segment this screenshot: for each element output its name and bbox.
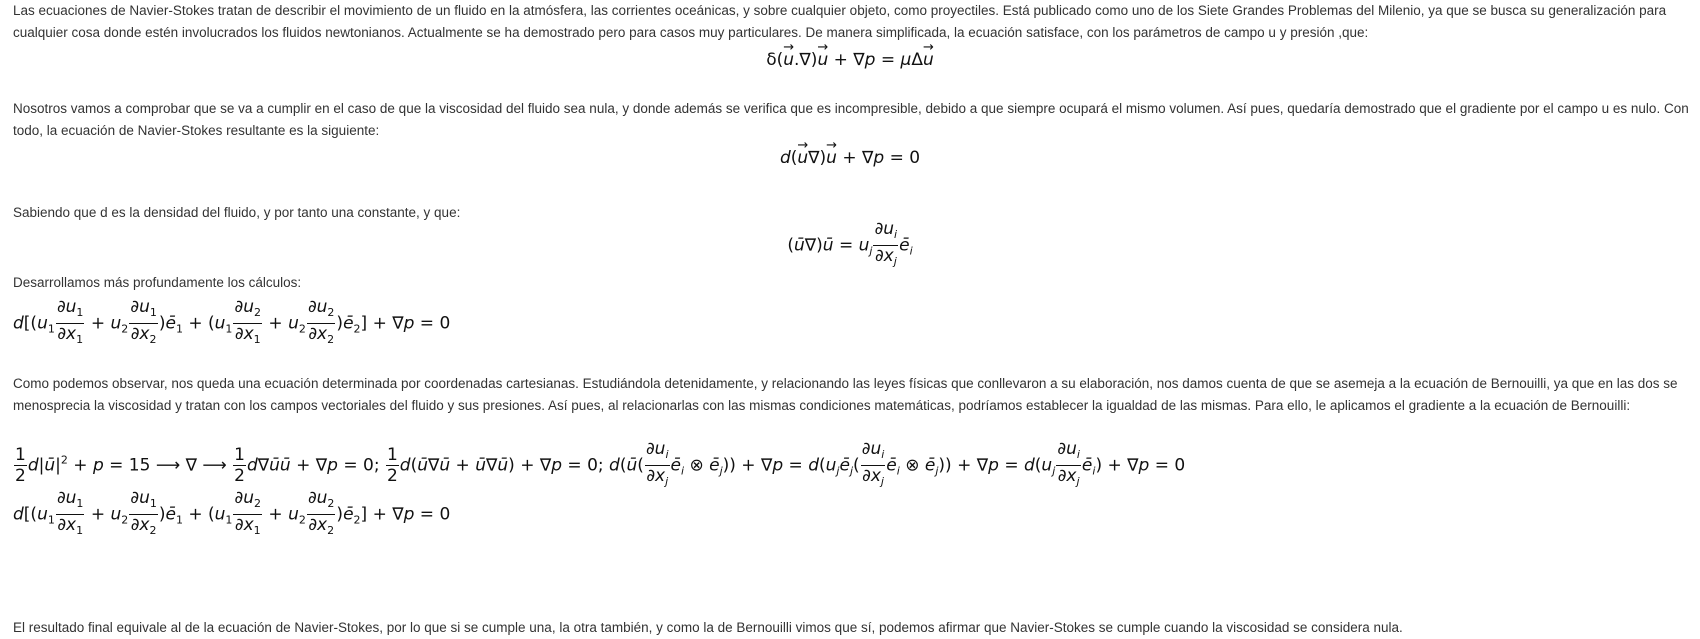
expanded-equation-repeat: $d[(u_1$ $\frac{\partial u_1}{\partial x_1}$ + $u_2$ $\frac{\partial u_1}{\partial x_2}$ )$ē_1 + (u_1$ $\frac{\partial u_2}{\partial x_1}$ + $u_2$ $\frac{\partial u_2}{\partial x_2}$ )$ē_2] + \nabla p = 0$	[13, 488, 451, 537]
bernouilli-paragraph: Como podemos observar, nos queda una ecuación determinada por coordenadas cartesianas. Estudiándola detenidamente, y relacionando las leyes físicas que conllevaron a su elaboración, nos damos cuenta de que se asemeja a la ecuación de Bernouilli, ya que en las dos se menosprecia la viscosidad y tratan con los campos vectoriales del fluido y sus presiones. Así pues, al relacionarlas con las mismas condiciones matemáticas, podríamos establecer la igualdad de las mismas. Para ello, le aplicamos el gradiente a la ecuación de Bernouilli:	[13, 376, 1678, 413]
inviscid-equation: d(→ u∇)→ u + ∇p = 0	[0, 147, 1700, 169]
expanded-equation: $d[(u_1$ $\frac{\partial u_1}{\partial x_1}$ + $u_2$ $\frac{\partial u_1}{\partial x_2}$ )$ē_1 + (u_1$ $\frac{\partial u_2}{\partial x_1}$ + $u_2$ $\frac{\partial u_2}{\partial x_2}$ )$ē_2] + \nabla p = 0$	[13, 297, 451, 346]
bernouilli-gradient-equation: $\frac{1}{2}$ $d|ū|^2 + p = 15$ ⟶ ∇ ⟶ $\frac{1}{2}$ d∇ūū + ∇p = 0; $\frac{1}{2}$ d(ū∇ū + ū∇ū) + ∇p = 0; d(ū( $\frac{\partial u_i}{\partial x_j}$ $ē_i$ ⊗ $ē_j)) + \nabla p$ = $d(u_jē_j$( $\frac{\partial u_i}{\partial x_j}$ $ē_i$ ⊗ $ē_j)) + \nabla p = d(u_j$ $\frac{\partial u_i}{\partial x_j}$ $ē_i) + \nabla p = 0$	[15, 439, 1186, 488]
density-paragraph: Sabiendo que d es la densidad del fluido, y por tanto una constante, y que:	[13, 205, 461, 220]
navier-stokes-equation: δ(→ u.∇)→ u + ∇p = μΔ→ u	[0, 49, 1700, 71]
development-paragraph: Desarrollamos más profundamente los cálculos:	[13, 275, 302, 290]
convective-term-equation: (ū∇)ū = $u_j$ $\frac{\partial u_i}{\partial x_j}$ $ē_i$	[787, 219, 913, 268]
intro-paragraph: Las ecuaciones de Navier-Stokes tratan de describir el movimiento de un fluido en la atmósfera, las corrientes oceánicas, y sobre cualquier objeto, como proyectiles. Está publicado como uno de los Siete Grandes Problemas del Milenio, ya que se busca su generalización para cualquier cosa donde estén involucrados los fluidos newtonianos. Actualmente se ha demostrado pero para casos muy particulares. De manera simplificada, la ecuación satisface, con los parámetros de campo u y presión ,que:	[13, 3, 1667, 40]
conclusion-paragraph: El resultado final equivale al de la ecuación de Navier-Stokes, por lo que si se cumple una, la otra también, y como la de Bernouilli vimos que sí, podemos afirmar que Navier-Stokes se cumple cuando la viscosidad se considera nula.	[13, 620, 1403, 635]
inviscid-paragraph: Nosotros vamos a comprobar que se va a cumplir en el caso de que la viscosidad del fluido sea nula, y donde además se verifica que es incompresible, debido a que siempre ocupará el mismo volumen. Así pues, quedaría demostrado que el gradiente por el campo u es nulo. Con todo, la ecuación de Navier-Stokes resultante es la siguiente:	[13, 101, 1689, 138]
